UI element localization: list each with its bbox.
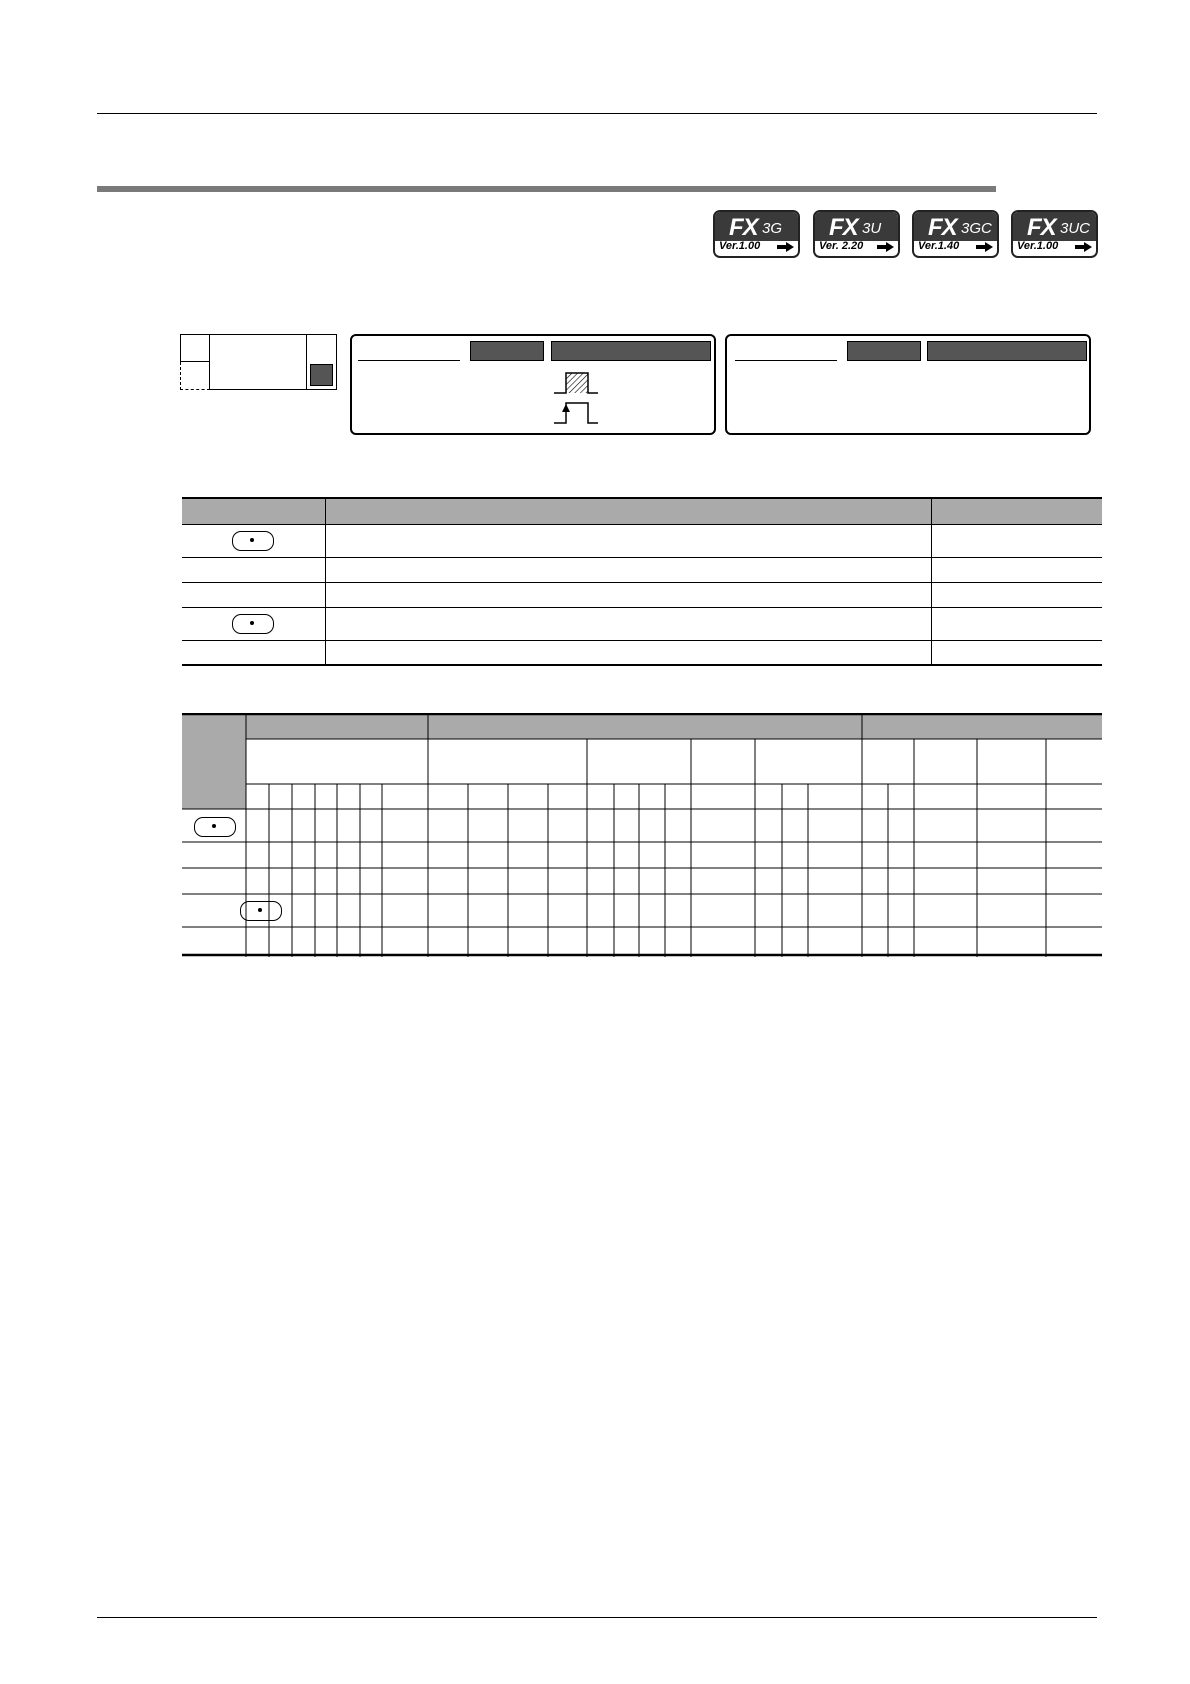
fx3u-badge: FX 3U Ver. 2.20 [813,210,900,258]
header-rule [97,113,1097,114]
operand-table-header [182,498,1102,524]
table-row [182,607,1102,640]
table-row [182,557,1102,582]
operand-oval [240,901,282,921]
operand-table [182,497,1102,666]
pulse-execution-icon [552,400,602,426]
instruction-panel-16bit [350,334,716,435]
table-row [182,582,1102,607]
table-row [182,524,1102,557]
table-row [182,640,1102,665]
arrow-right-icon [786,242,794,252]
arrow-right-icon [985,242,993,252]
device-table [0,0,1190,20]
section-title-rule [97,186,996,192]
continuous-execution-icon [552,370,602,396]
footer-rule [97,1617,1097,1618]
fx3g-badge: FX 3G Ver.1.00 [713,210,800,258]
arrow-right-icon [1084,242,1092,252]
fx3uc-badge: FX 3UC Ver.1.00 [1011,210,1098,258]
instruction-panel-32bit [725,334,1091,435]
pulse-indicator [310,364,333,386]
operand-oval [194,817,236,837]
operand-oval [232,531,274,551]
arrow-right-icon [886,242,894,252]
operand-oval [232,614,274,634]
fx3gc-badge: FX 3GC Ver.1.40 [912,210,999,258]
